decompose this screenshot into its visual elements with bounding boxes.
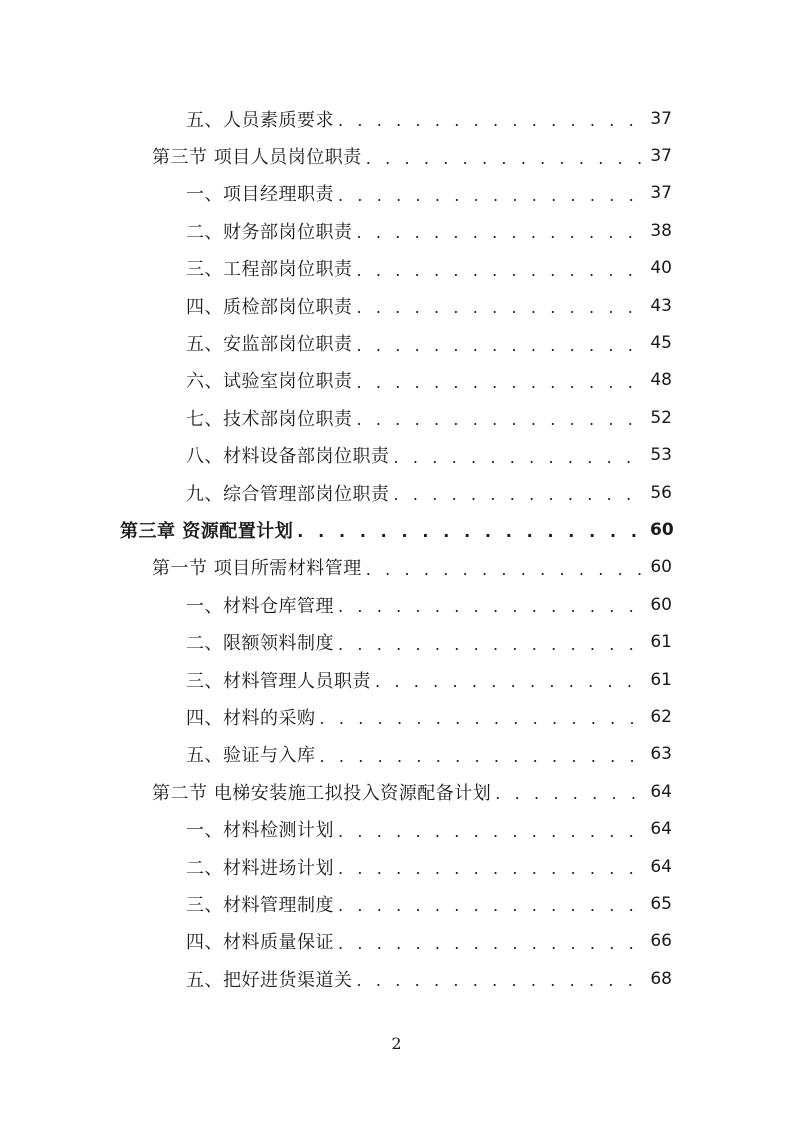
toc-entry[interactable] xyxy=(0,212,793,249)
toc-dot-leader xyxy=(338,822,644,841)
toc-dot-leader xyxy=(394,485,645,504)
toc-entry[interactable] xyxy=(0,100,793,137)
toc-entry-page: 56 xyxy=(650,482,672,503)
toc-entry-page: 66 xyxy=(650,931,672,952)
toc-entry[interactable] xyxy=(0,175,793,212)
toc-entry-page: 38 xyxy=(650,220,672,241)
toc-entry-page: 40 xyxy=(650,258,672,279)
toc-entry-page: 68 xyxy=(650,968,672,989)
toc-dot-leader xyxy=(320,747,645,766)
toc-entry-page: 37 xyxy=(650,183,672,204)
toc-dot-leader xyxy=(357,223,645,242)
toc-dot-leader xyxy=(338,896,644,915)
toc-entry-label: 六、试验室岗位职责 xyxy=(186,371,353,393)
toc-entry-label: 一、材料检测计划 xyxy=(186,820,334,842)
toc-entry[interactable] xyxy=(0,287,793,324)
toc-entry[interactable] xyxy=(0,250,793,287)
toc-dot-leader xyxy=(357,298,645,317)
toc-entry-label: 九、综合管理部岗位职责 xyxy=(186,483,390,505)
toc-entry-label: 二、限额领料制度 xyxy=(186,633,334,655)
toc-dot-leader xyxy=(357,261,645,280)
toc-entry-page: 37 xyxy=(650,146,672,167)
toc-dot-leader xyxy=(394,448,645,467)
toc-dot-leader xyxy=(357,336,645,355)
toc-entry-page: 53 xyxy=(650,445,672,466)
toc-dot-leader xyxy=(338,934,644,953)
toc-chapter-entry[interactable] xyxy=(0,511,793,548)
toc-entry-page: 62 xyxy=(650,706,672,727)
toc-entry-label: 五、验证与入库 xyxy=(186,745,316,767)
toc-entry-label: 五、把好进货渠道关 xyxy=(186,969,353,991)
toc-entry-label: 三、工程部岗位职责 xyxy=(186,259,353,281)
toc-entry-page: 64 xyxy=(650,781,672,802)
toc-entry-label: 第二节 电梯安装施工拟投入资源配备计划 xyxy=(152,782,492,804)
toc-entry-label: 五、安监部岗位职责 xyxy=(186,334,353,356)
toc-entry-label: 三、材料管理人员职责 xyxy=(186,670,371,692)
toc-entry-label: 四、材料的采购 xyxy=(186,707,316,729)
toc-entry-page: 43 xyxy=(650,295,672,316)
toc-entry[interactable] xyxy=(0,362,793,399)
toc-entry[interactable] xyxy=(0,137,793,174)
toc-entry-page: 63 xyxy=(650,744,672,765)
toc-entry[interactable] xyxy=(0,324,793,361)
toc-dot-leader xyxy=(338,859,644,878)
toc-entry-label: 四、材料质量保证 xyxy=(186,932,334,954)
toc-entry-label: 七、技术部岗位职责 xyxy=(186,408,353,430)
page-number: 2 xyxy=(391,1034,402,1053)
toc-entry-page: 65 xyxy=(650,893,672,914)
toc-entry[interactable] xyxy=(0,960,793,997)
toc-entry[interactable] xyxy=(0,399,793,436)
toc-entry[interactable] xyxy=(0,923,793,960)
toc-entry-label: 四、质检部岗位职责 xyxy=(186,296,353,318)
toc-dot-leader xyxy=(338,111,644,130)
toc-dot-leader xyxy=(375,672,644,691)
toc-entry-label: 二、材料进场计划 xyxy=(186,857,334,879)
toc-entry-label: 一、材料仓库管理 xyxy=(186,595,334,617)
toc-entry-label: 第一节 项目所需材料管理 xyxy=(152,558,362,580)
toc-entry[interactable] xyxy=(0,661,793,698)
toc-entry-label: 二、财务部岗位职责 xyxy=(186,221,353,243)
toc-dot-leader xyxy=(357,373,645,392)
toc-entry[interactable] xyxy=(0,773,793,810)
toc-entry-page: 60 xyxy=(650,557,672,578)
toc-dot-leader xyxy=(320,709,645,728)
toc-dot-leader xyxy=(357,410,645,429)
toc-entry-page: 52 xyxy=(650,407,672,428)
toc-entry-label: 第三节 项目人员岗位职责 xyxy=(152,147,362,169)
toc-entry-page: 48 xyxy=(650,370,672,391)
toc-entry-page: 64 xyxy=(650,819,672,840)
toc-entry-label: 八、材料设备部岗位职责 xyxy=(186,446,390,468)
toc-dot-leader xyxy=(338,635,644,654)
toc-entry-page: 60 xyxy=(650,519,674,540)
toc-entry-label: 第三章 资源配置计划 xyxy=(120,520,294,542)
toc-entry-page: 64 xyxy=(650,856,672,877)
toc-entry-page: 37 xyxy=(650,108,672,129)
toc-entry-page: 45 xyxy=(650,333,672,354)
toc-entry[interactable] xyxy=(0,586,793,623)
toc-entry[interactable] xyxy=(0,698,793,735)
toc-dot-leader xyxy=(338,597,644,616)
toc-entry[interactable] xyxy=(0,623,793,660)
table-of-contents xyxy=(0,100,793,997)
toc-entry-label: 三、材料管理制度 xyxy=(186,894,334,916)
toc-dot-leader xyxy=(366,560,644,579)
toc-dot-leader xyxy=(495,784,644,803)
toc-entry[interactable] xyxy=(0,549,793,586)
toc-entry[interactable] xyxy=(0,437,793,474)
toc-entry-page: 61 xyxy=(650,632,672,653)
toc-entry[interactable] xyxy=(0,474,793,511)
toc-entry[interactable] xyxy=(0,848,793,885)
toc-dot-leader xyxy=(338,186,644,205)
toc-dot-leader xyxy=(297,522,644,541)
toc-dot-leader xyxy=(357,971,645,990)
toc-entry-page: 61 xyxy=(650,669,672,690)
toc-entry[interactable] xyxy=(0,885,793,922)
toc-entry[interactable] xyxy=(0,736,793,773)
toc-entry-page: 60 xyxy=(650,594,672,615)
toc-dot-leader xyxy=(366,149,644,168)
toc-entry-label: 一、项目经理职责 xyxy=(186,184,334,206)
toc-entry-label: 五、人员素质要求 xyxy=(186,109,334,131)
toc-entry[interactable] xyxy=(0,810,793,847)
